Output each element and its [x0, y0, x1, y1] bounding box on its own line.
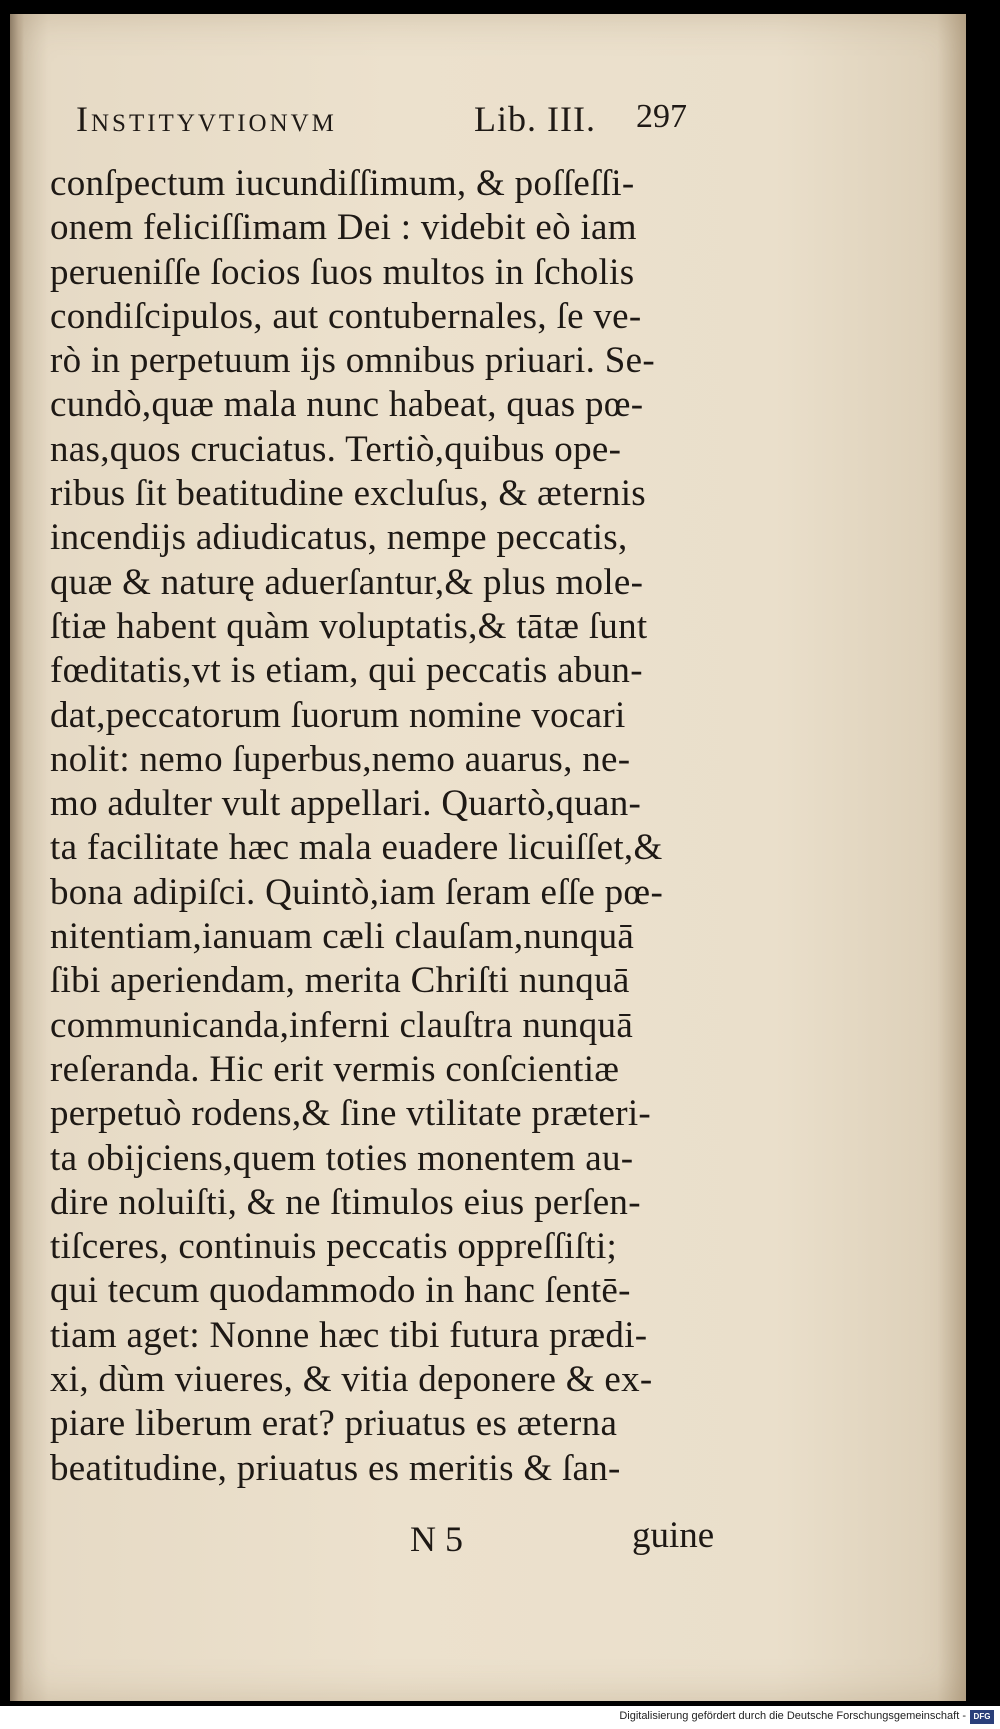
- running-head-book: Lib. III.: [474, 99, 596, 139]
- text-line: nas,quos cruciatus. Tertiò,quibus ope-: [50, 428, 622, 470]
- text-line: perpetuò rodens,& ſine vtilitate præteri-: [50, 1093, 652, 1135]
- text-line: xi, dùm viueres, & vitia deponere & ex-: [50, 1359, 653, 1401]
- text-line: condiſcipulos, aut contubernales, ſe ve-: [50, 295, 642, 337]
- book-page: [10, 14, 966, 1701]
- text-line: fœditatis,vt is etiam, qui peccatis abun-: [50, 650, 643, 692]
- text-line: ta facilitate hæc mala euadere licuiſſet,&: [50, 827, 663, 869]
- text-line: nolit: nemo ſuperbus,nemo auarus, ne-: [50, 738, 631, 780]
- funding-credit: Digitalisierung gefördert durch die Deutsche Forschungsgemeinschaft -: [619, 1710, 966, 1722]
- text-line: tiam aget: Nonne hæc tibi futura prædi-: [50, 1314, 648, 1356]
- page-gutter-shadow: [10, 14, 24, 1701]
- text-line: communicanda,inferni clauſtra nunquā: [50, 1004, 634, 1046]
- text-line: ſibi aperiendam, merita Chriſti nunquā: [50, 960, 630, 1002]
- text-line: ta obijciens,quem toties monentem au-: [50, 1137, 634, 1179]
- text-line: qui tecum quodammodo in hanc ſentē-: [50, 1270, 631, 1312]
- text-line: tiſceres, continuis peccatis oppreſſiſti;: [50, 1226, 618, 1268]
- text-line: rò in perpetuum ijs omnibus priuari. Se-: [50, 340, 655, 382]
- text-line: dat,peccatorum ſuorum nomine vocari: [50, 694, 626, 736]
- dfg-logo: DFG: [970, 1710, 994, 1724]
- text-line: cundò,quæ mala nunc habeat, quas pœ-: [50, 384, 644, 426]
- text-line: onem feliciſſimam Dei : videbit eò iam: [50, 207, 637, 249]
- text-line: reſeranda. Hic erit vermis conſcientiæ: [50, 1048, 620, 1090]
- text-line: dire noluiſti, & ne ſtimulos eius perſen-: [50, 1181, 641, 1223]
- digitization-footer: [0, 1706, 1000, 1729]
- text-line: incendijs adiudicatus, nempe peccatis,: [50, 517, 628, 559]
- text-line: bona adipiſci. Quintò,iam ſeram eſſe pœ-: [50, 871, 664, 913]
- text-line: beatitudine, priuatus es meritis & ſan-: [50, 1447, 621, 1489]
- text-line: piare liberum erat? priuatus es æterna: [50, 1403, 618, 1445]
- text-line: quæ & naturę aduerſantur,& plus mole-: [50, 561, 644, 603]
- text-line: mo adulter vult appellari. Quartò,quan-: [50, 783, 642, 825]
- text-line: nitentiam,ianuam cæli clauſam,nunquā: [50, 916, 635, 958]
- text-line: perueniſſe ſocios ſuos multos in ſcholis: [50, 251, 635, 293]
- page-number: 297: [636, 98, 687, 135]
- signature-mark: N 5: [410, 1519, 463, 1559]
- text-line: conſpectum iucundiſſimum, & poſſeſſi-: [50, 163, 635, 204]
- text-line: ribus ſit beatitudine excluſus, & æternis: [50, 473, 646, 515]
- catchword: guine: [632, 1515, 715, 1556]
- text-line: ſtiæ habent quàm voluptatis,& tātæ ſunt: [50, 605, 648, 647]
- running-head-title: Instityvtionvm: [76, 99, 337, 139]
- body-text: [50, 162, 750, 1491]
- running-head: [76, 90, 716, 150]
